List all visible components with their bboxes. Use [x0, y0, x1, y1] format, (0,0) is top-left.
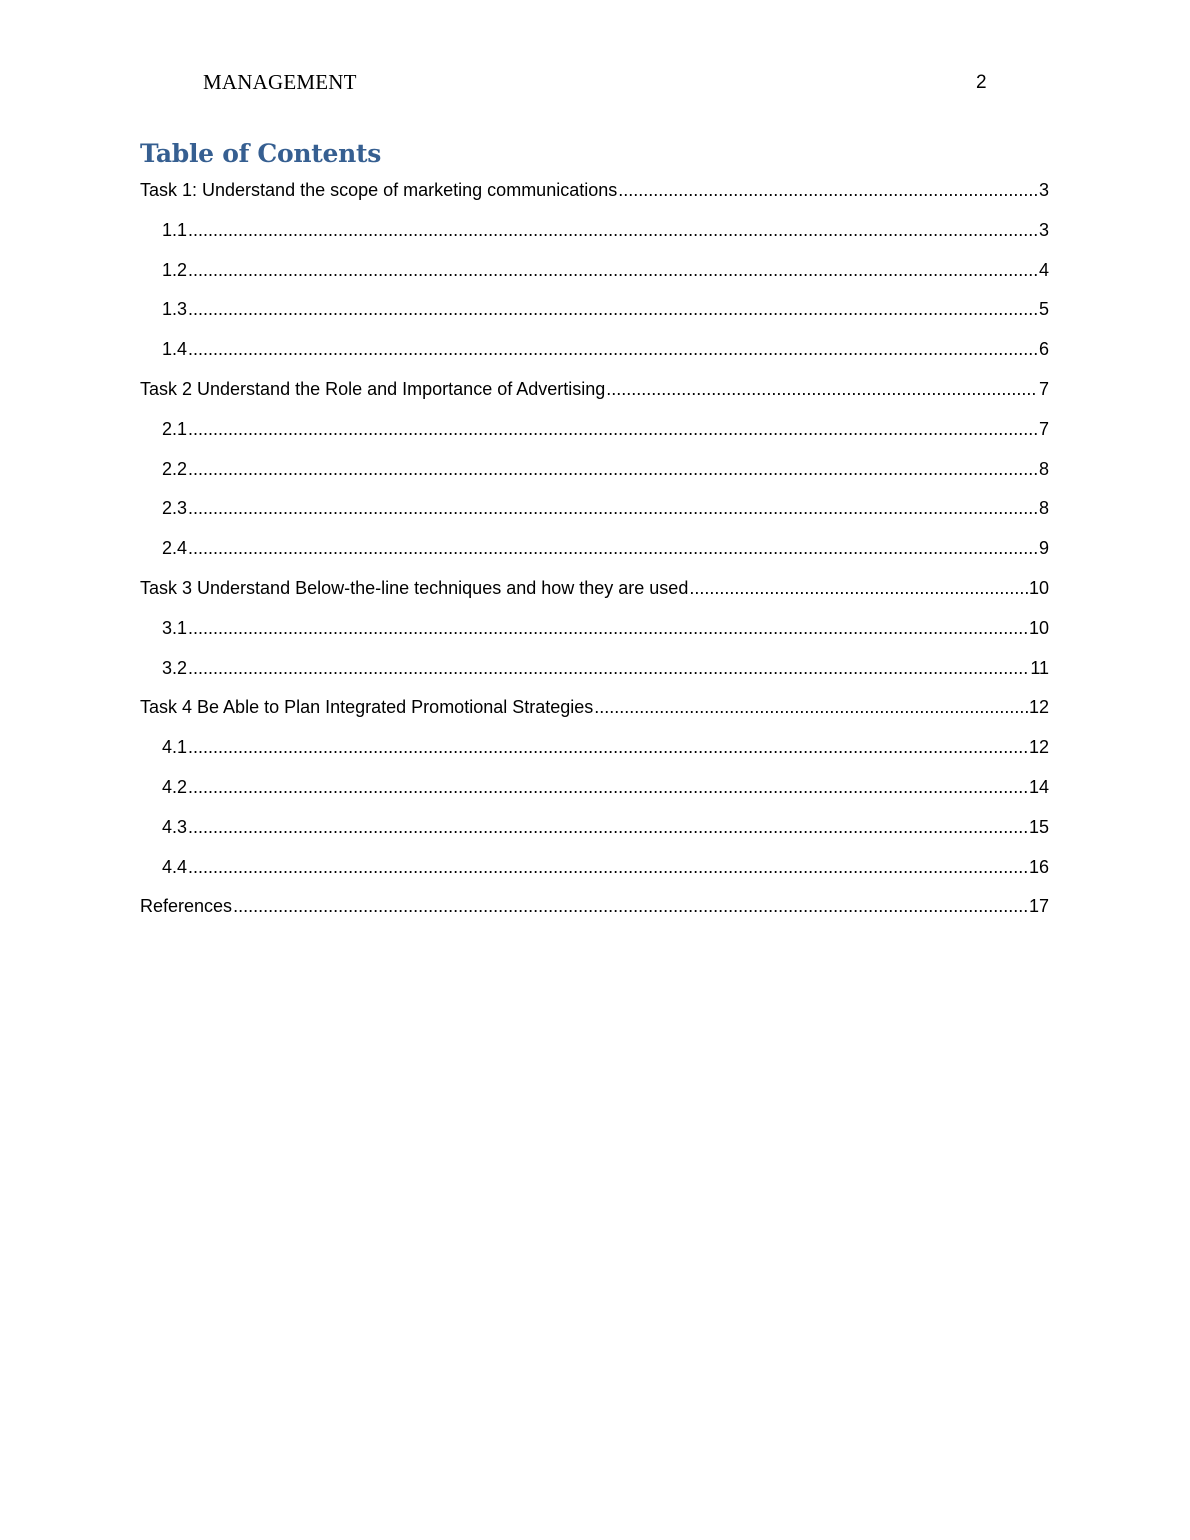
dot-leader [188, 534, 1038, 562]
toc-entry-label: Task 1: Understand the scope of marketing communications [140, 180, 618, 200]
toc-entry-task-3[interactable] [140, 574, 1049, 614]
toc-entry-4-3[interactable] [140, 813, 1049, 853]
toc-entry-2-4[interactable] [140, 534, 1049, 574]
dot-leader [188, 295, 1038, 323]
toc-entry-4-1[interactable] [140, 733, 1049, 773]
toc-entry-page: 9 [1038, 538, 1049, 559]
toc-entry-label: 2.2 [162, 458, 188, 479]
dot-leader [188, 813, 1028, 841]
toc-entry-page: 3 [1038, 180, 1049, 200]
toc-title: Table of Contents [140, 139, 382, 168]
toc-entry-1-2[interactable] [140, 256, 1049, 296]
toc-entry-page: 5 [1038, 299, 1049, 320]
toc-entry-label: 2.1 [162, 418, 188, 439]
toc-entry-label: Task 4 Be Able to Plan Integrated Promotional Strategies [140, 697, 594, 718]
toc-entry-task-1[interactable] [140, 176, 1049, 216]
toc-entry-3-2[interactable] [140, 654, 1049, 694]
toc-entry-1-1[interactable] [140, 216, 1049, 256]
toc-entry-page: 7 [1038, 378, 1049, 399]
toc-entry-label: 3.2 [162, 657, 188, 678]
toc-entry-page: 6 [1038, 339, 1049, 360]
toc-entry-1-4[interactable] [140, 335, 1049, 375]
toc-entry-page: 17 [1028, 896, 1049, 917]
toc-entry-page: 12 [1028, 737, 1049, 758]
toc-entry-page: 7 [1038, 418, 1049, 439]
dot-leader [188, 773, 1028, 801]
toc-entry-4-2[interactable] [140, 773, 1049, 813]
dot-leader [618, 176, 1038, 204]
toc-entry-page: 11 [1030, 657, 1049, 678]
dot-leader [188, 733, 1028, 761]
toc-entry-label: 2.3 [162, 498, 188, 519]
toc-entry-2-2[interactable] [140, 455, 1049, 495]
toc-entry-page: 8 [1038, 458, 1049, 479]
running-head: MANAGEMENT [203, 70, 357, 94]
toc-entry-label: 1.2 [162, 259, 188, 280]
toc-entry-label: Task 3 Understand Below-the-line techniques and how they are used [140, 577, 689, 598]
toc-entry-2-1[interactable] [140, 415, 1049, 455]
dot-leader [689, 574, 1028, 602]
dot-leader [233, 892, 1028, 920]
toc-entry-2-3[interactable] [140, 494, 1049, 534]
page-header [0, 70, 1190, 100]
toc-entry-label: 1.3 [162, 299, 188, 320]
toc-entry-label: 4.2 [162, 776, 188, 797]
page-number: 2 [976, 72, 987, 93]
toc-entry-3-1[interactable] [140, 614, 1049, 654]
dot-leader [188, 256, 1038, 284]
dot-leader [188, 494, 1038, 522]
toc-entry-page: 15 [1028, 816, 1049, 837]
dot-leader [188, 853, 1028, 881]
dot-leader [188, 614, 1028, 642]
dot-leader [188, 335, 1038, 363]
dot-leader [594, 693, 1028, 721]
toc-entry-page: 12 [1028, 697, 1049, 718]
toc-entry-page: 10 [1028, 617, 1049, 638]
dot-leader [188, 216, 1038, 244]
dot-leader [188, 455, 1038, 483]
toc-entry-page: 16 [1028, 856, 1049, 877]
table-of-contents [140, 176, 1049, 932]
toc-entry-page: 8 [1038, 498, 1049, 519]
dot-leader [606, 375, 1038, 403]
toc-entry-label: 4.3 [162, 816, 188, 837]
toc-entry-1-3[interactable] [140, 295, 1049, 335]
toc-entry-label: Task 2 Understand the Role and Importance of Advertising [140, 378, 606, 399]
toc-entry-references[interactable] [140, 892, 1049, 932]
toc-entry-label: 4.1 [162, 737, 188, 758]
toc-entry-label: References [140, 896, 233, 917]
toc-entry-page: 10 [1028, 577, 1049, 598]
toc-entry-page: 4 [1038, 259, 1049, 280]
toc-entry-label: 1.4 [162, 339, 188, 360]
toc-entry-task-2[interactable] [140, 375, 1049, 415]
toc-entry-label: 2.4 [162, 538, 188, 559]
toc-entry-4-4[interactable] [140, 853, 1049, 893]
toc-entry-page: 14 [1028, 776, 1049, 797]
toc-entry-label: 4.4 [162, 856, 188, 877]
dot-leader [188, 415, 1038, 443]
toc-entry-page: 3 [1038, 219, 1049, 240]
toc-entry-label: 1.1 [162, 219, 188, 240]
toc-entry-label: 3.1 [162, 617, 188, 638]
dot-leader [188, 654, 1029, 682]
toc-entry-task-4[interactable] [140, 693, 1049, 733]
